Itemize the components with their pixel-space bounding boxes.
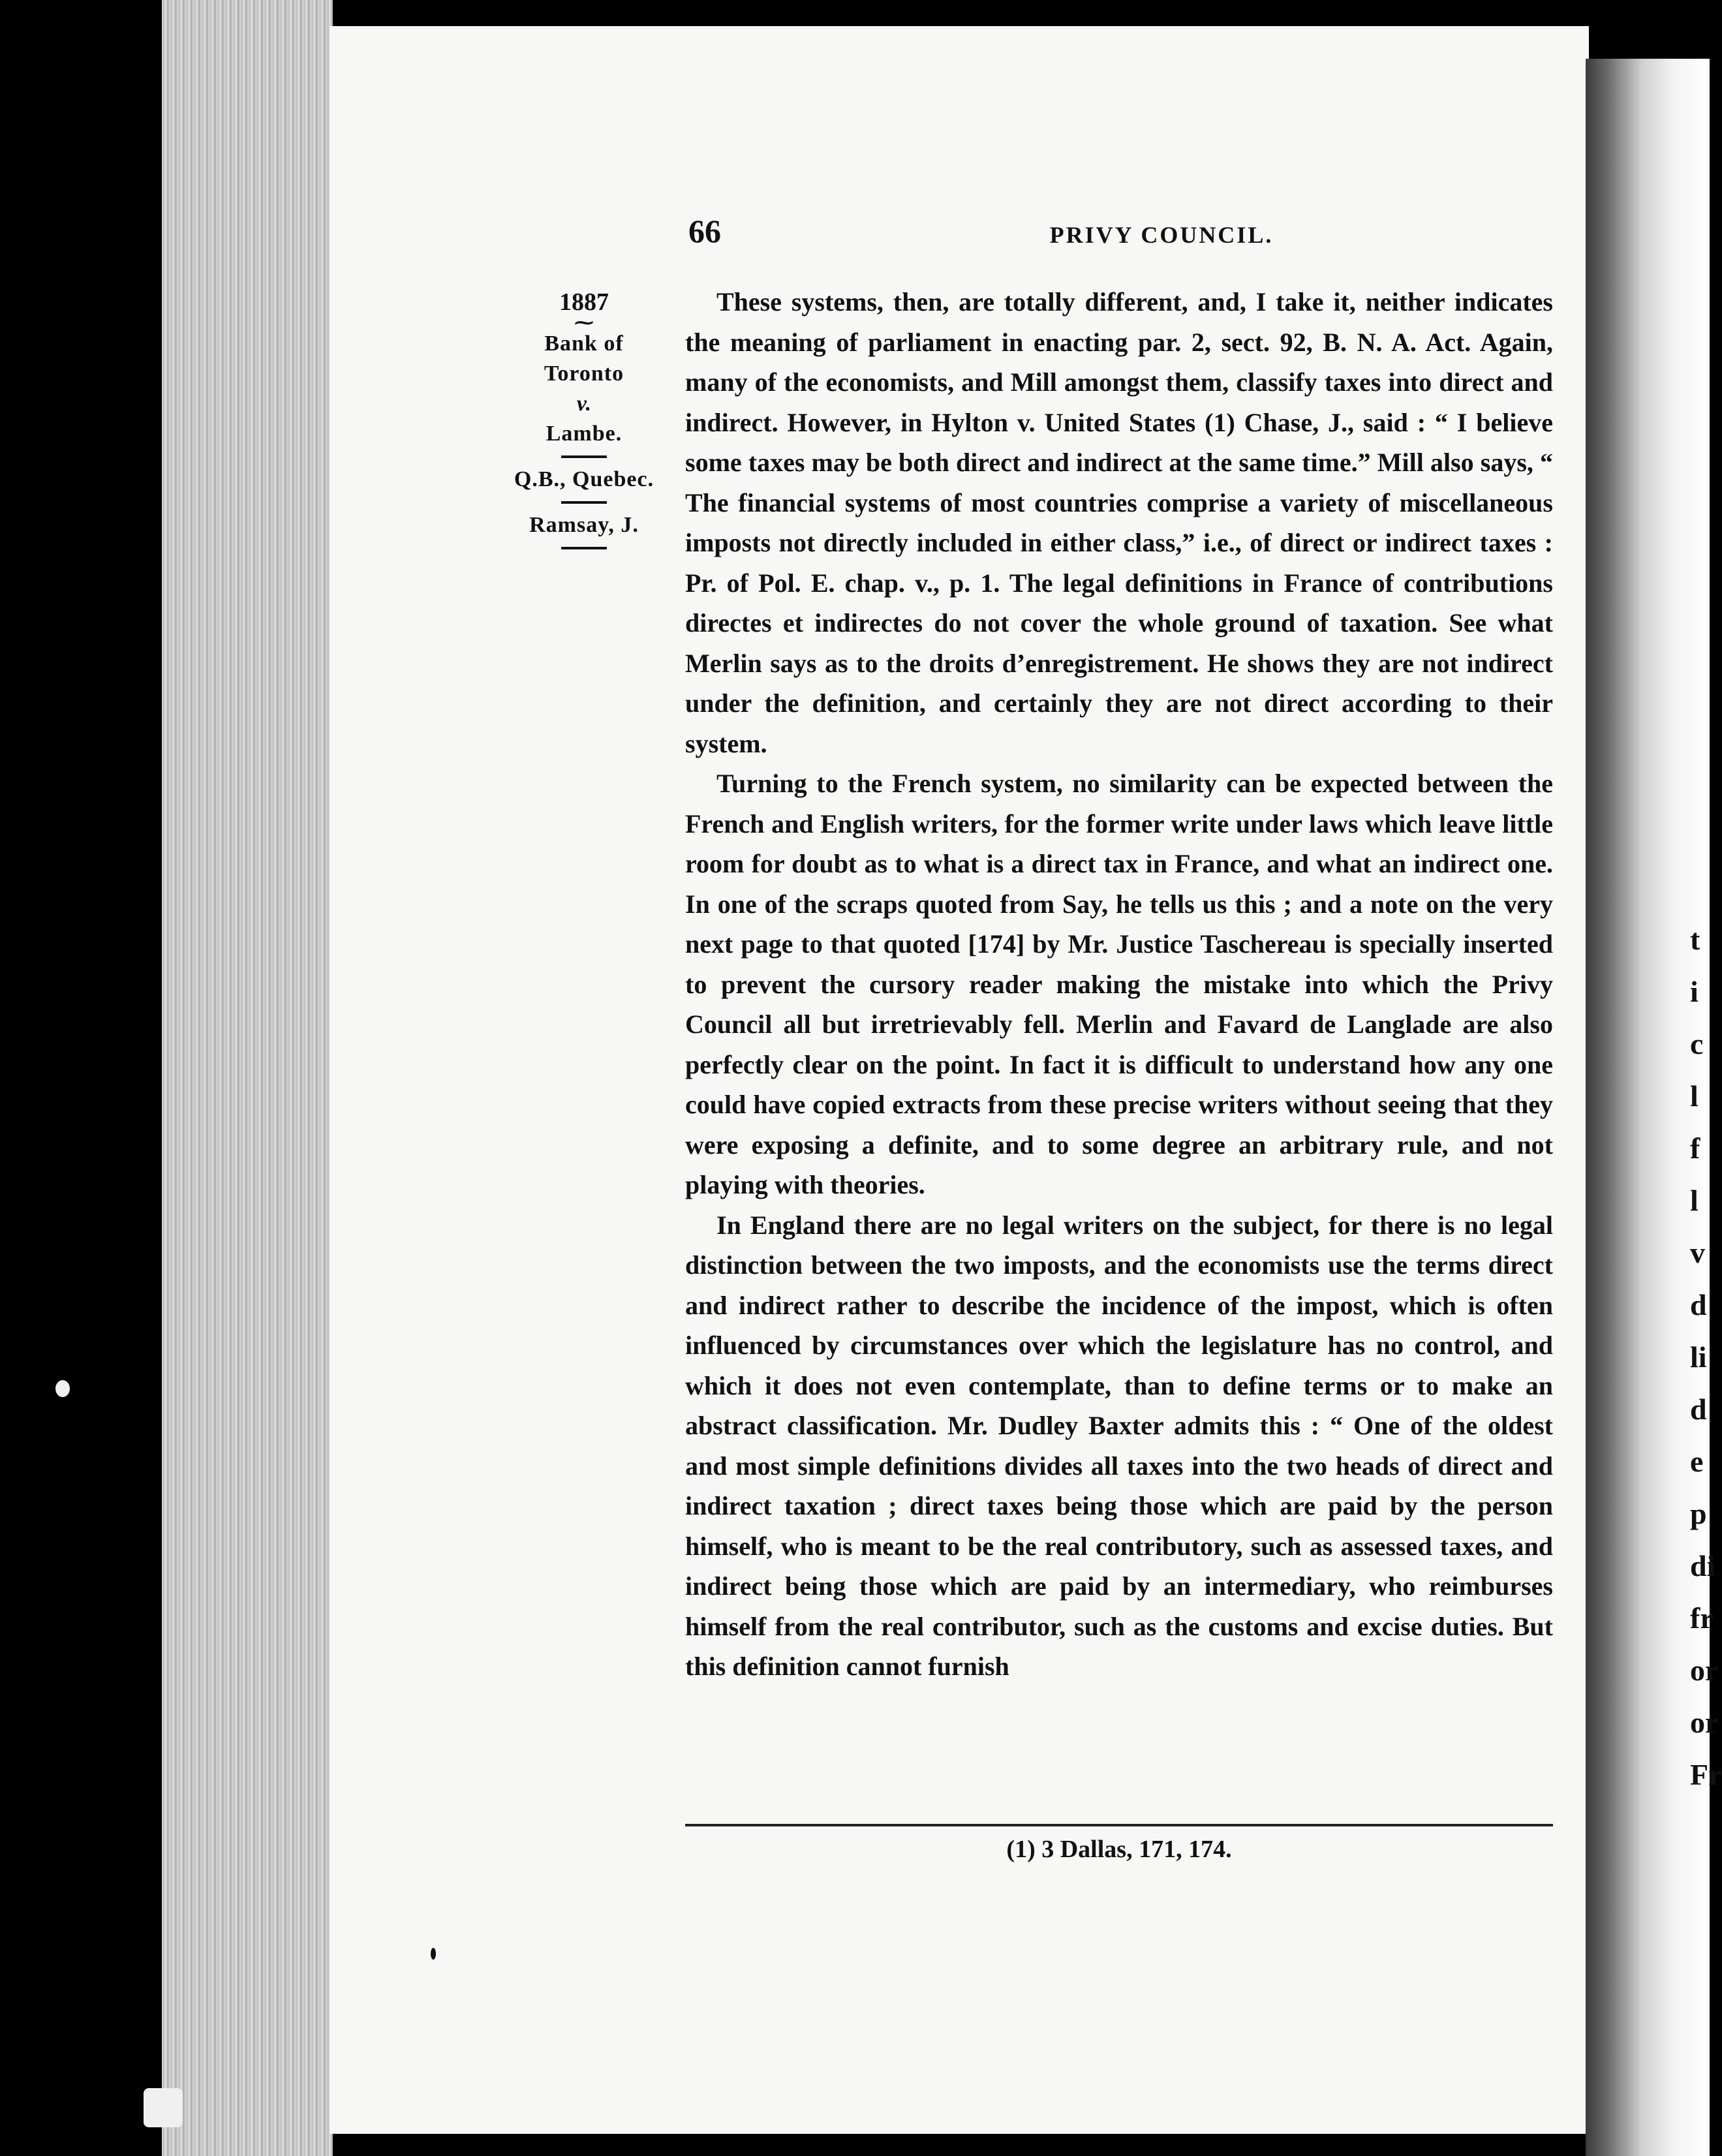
margin-case-line2: Toronto <box>544 362 624 386</box>
footnote: (1) 3 Dallas, 171, 174. <box>1006 1836 1232 1863</box>
facing-page-fragments <box>1690 914 1722 1801</box>
scan-speck <box>55 1380 70 1397</box>
facing-page-fragment: t <box>1690 923 1700 956</box>
paragraph: Turning to the French system, no similarity can be expected between the French and English writers, for the former write under laws which leave little room for doubt as to what is a direct tax in France, and what an indirect one. In one of the scraps quoted from Say, he tells us this ; and a note on the very next page to that quoted [174] by Mr. Justice Taschereau is specially inserted to prevent the cursory reader making the mistake into which the Privy Council all but irretrievably fell. Merlin and Favard de Langlade are also perfectly clear on the point. In fact it is difficult to understand how any one could have copied extracts from these precise writers without seeing that they were exposing a definite, and to some degree an arbitrary rule, and not playing with theories. <box>685 769 1553 1199</box>
margin-court: Q.B., Quebec. <box>514 467 654 491</box>
margin-rule <box>561 455 607 458</box>
facing-page-fragment: d <box>1690 1288 1707 1321</box>
scan-speck <box>144 2088 183 2127</box>
facing-page-fragment: or <box>1690 1706 1719 1739</box>
facing-page-fragment: li <box>1690 1340 1707 1374</box>
scan-speck <box>431 1948 436 1960</box>
margin-rule <box>561 547 607 549</box>
book-page-edges <box>162 0 333 2156</box>
facing-page-fragment: f <box>1690 1132 1700 1165</box>
margin-judge: Ramsay, J. <box>529 513 639 537</box>
margin-case-line1: Bank of <box>544 331 624 356</box>
facing-page-fragment: i <box>1690 975 1699 1008</box>
margin-year: 1887 <box>559 288 609 316</box>
running-head: PRIVY COUNCIL. <box>1049 222 1274 248</box>
facing-page-fragment: p <box>1690 1497 1707 1530</box>
facing-page-fragment: c <box>1690 1027 1704 1060</box>
margin-rule <box>561 501 607 504</box>
facing-page-fragment: l <box>1690 1079 1699 1113</box>
facing-page-fragment: fr <box>1690 1601 1714 1635</box>
facing-page-fragment: e <box>1690 1445 1704 1478</box>
footnote-rule <box>685 1824 1553 1826</box>
margin-case-line3: v. <box>576 392 592 416</box>
facing-page-fragment: di <box>1690 1549 1715 1582</box>
facing-page-fragment: Fr <box>1690 1758 1722 1791</box>
facing-page-fragment: v <box>1690 1236 1705 1269</box>
facing-page-fragment: d <box>1690 1393 1707 1426</box>
paragraph: These systems, then, are totally different, and, I take it, neither indicates the meaning of parliament in enacting par. 2, sect. 92, B. N. A. Act. Again, many of the economists, and Mill amongst them, classify taxes into direct and indirect. However, in Hylton v. United States (1) Chase, J., said : “ I believe some taxes may be both direct and indirect at the same time.” Mill also says, “ The financial systems of most countries comprise a variety of miscellaneous imposts not directly included in either class,” i.e., of direct or indirect taxes : Pr. of Pol. E. chap. v., p. 1. The legal definitions in France of contributions directes et indirectes do not cover the whole ground of taxation. See what Merlin says as to the droits d’enregistrement. He shows they are not indirect under the definition, and certainly they are not direct according to their system. <box>685 287 1553 758</box>
margin-ornament: ⁓ <box>574 312 594 333</box>
page-header <box>688 212 1556 251</box>
margin-case-line4: Lambe. <box>546 422 623 446</box>
margin-note <box>496 287 672 556</box>
facing-page-fragment: or <box>1690 1654 1719 1687</box>
page-number: 66 <box>688 213 721 249</box>
body-text <box>685 282 1553 1687</box>
facing-page-fragment: l <box>1690 1184 1699 1217</box>
paragraph: In England there are no legal writers on the subject, for there is no legal distinction between the two imposts, and the economists use the terms direct and indirect rather to describe the incidence of the impost, which is often influenced by circumstances over which the legislature has no control, and which it does not even contemplate, than to define terms or to make an abstract classification. Mr. Dudley Baxter admits this : “ One of the oldest and most simple definitions divides all taxes into the two heads of direct and indirect taxation ; direct taxes being those which are paid by the person himself, who is meant to be the real contributory, such as assessed taxes, and indirect being those which are paid by an intermediary, who reimburses himself from the real contributor, such as the customs and excise duties. But this definition cannot furnish <box>685 1210 1553 1681</box>
